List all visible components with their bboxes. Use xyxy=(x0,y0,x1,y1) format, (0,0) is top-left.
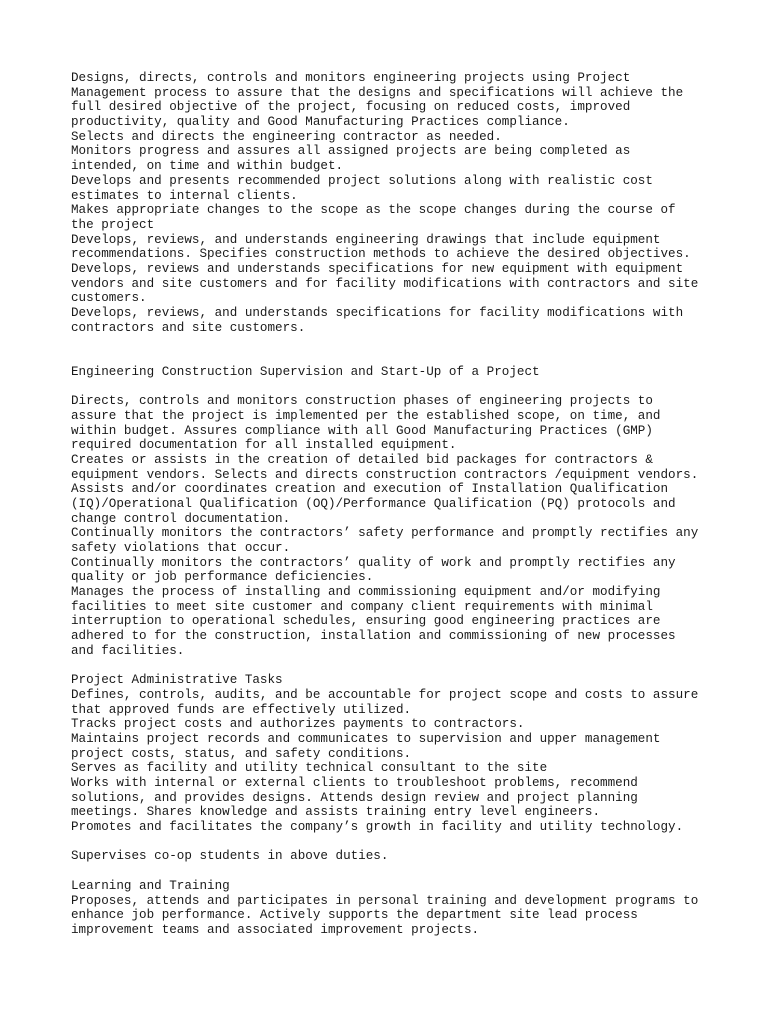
text-line: Defines, controls, audits, and be accountable for project scope and costs to assure xyxy=(71,687,699,702)
text-line: (IQ)/Operational Qualification (OQ)/Performance Qualification (PQ) protocols and xyxy=(71,496,676,511)
text-line: Serves as facility and utility technical consultant to the site xyxy=(71,761,548,776)
text-line: Selects and directs the engineering contractor as needed. xyxy=(71,129,502,144)
construction-supervision-heading-section xyxy=(71,365,751,380)
text-line: Continually monitors the contractors’ quality of work and promptly rectifies any xyxy=(71,555,676,570)
text-line: Creates or assists in the creation of detailed bid packages for contractors & xyxy=(71,452,653,467)
text-line: the project xyxy=(71,217,155,232)
text-line: Designs, directs, controls and monitors engineering projects using Project xyxy=(71,71,631,85)
text-line: Manages the process of installing and commissioning equipment and/or modifying xyxy=(71,585,661,600)
text-line: customers. xyxy=(71,291,147,306)
text-line: quality or job performance deficiencies. xyxy=(71,570,374,585)
construction-supervision-duties-section xyxy=(71,394,751,658)
spacer xyxy=(71,864,751,879)
document-page xyxy=(71,71,751,938)
text-line: project costs, status, and safety conditions. xyxy=(71,746,412,761)
text-line: Supervises co-op students in above duties. xyxy=(71,849,389,864)
text-line: assure that the project is implemented per the established scope, on time, and xyxy=(71,408,661,423)
spacer xyxy=(71,379,751,394)
text-line: Proposes, attends and participates in personal training and development programs to xyxy=(71,893,699,908)
learning-and-training-section xyxy=(71,879,751,938)
text-line: Engineering Construction Supervision and Start-Up of a Project xyxy=(71,364,540,379)
text-line: improvement teams and associated improvement projects. xyxy=(71,922,480,937)
text-line: estimates to internal clients. xyxy=(71,188,298,203)
text-line: required documentation for all installed equipment. xyxy=(71,438,457,453)
text-line: facilities to meet site customer and company client requirements with minimal xyxy=(71,599,653,614)
project-management-duties-section xyxy=(71,71,751,335)
text-line: Makes appropriate changes to the scope as the scope changes during the course of xyxy=(71,203,676,218)
blank-line xyxy=(71,335,751,350)
text-line: Develops, reviews, and understands engineering drawings that include equipment xyxy=(71,232,661,247)
text-line: interruption to operational schedules, ensuring good engineering practices are xyxy=(71,614,661,629)
text-line: that approved funds are effectively utilized. xyxy=(71,702,412,717)
text-line: solutions, and provides designs. Attends design review and project planning xyxy=(71,790,638,805)
text-line: within budget. Assures compliance with all Good Manufacturing Practices (GMP) xyxy=(71,423,653,438)
text-line: Maintains project records and communicates to supervision and upper management xyxy=(71,731,661,746)
text-line: Learning and Training xyxy=(71,878,230,893)
administrative-tasks-section xyxy=(71,673,751,835)
text-line: Continually monitors the contractors’ safety performance and promptly rectifies any xyxy=(71,526,699,541)
blank-line xyxy=(71,835,751,850)
text-line: contractors and site customers. xyxy=(71,320,306,335)
spacer xyxy=(71,335,751,364)
text-line: Develops, reviews and understands specifications for new equipment with equipment xyxy=(71,261,684,276)
text-line: recommendations. Specifies construction methods to achieve the desired objectives. xyxy=(71,247,691,262)
text-line: Develops and presents recommended project solutions along with realistic cost xyxy=(71,173,653,188)
blank-line xyxy=(71,379,751,394)
text-line: vendors and site customers and for facility modifications with contractors and site xyxy=(71,276,699,291)
spacer xyxy=(71,659,751,674)
text-line: change control documentation. xyxy=(71,511,291,526)
text-line: Develops, reviews, and understands specifications for facility modifications with xyxy=(71,306,684,320)
blank-line xyxy=(71,350,751,365)
text-line: Project Administrative Tasks xyxy=(71,673,283,688)
text-line: and facilities. xyxy=(71,643,185,658)
text-line: Assists and/or coordinates creation and execution of Installation Qualification xyxy=(71,482,669,497)
spacer xyxy=(71,835,751,850)
text-line: meetings. Shares knowledge and assists training entry level engineers. xyxy=(71,805,601,820)
text-line: Directs, controls and monitors construction phases of engineering projects to xyxy=(71,394,653,409)
text-line: Works with internal or external clients to troubleshoot problems, recommend xyxy=(71,776,638,790)
text-line: safety violations that occur. xyxy=(71,541,291,555)
text-line: Promotes and facilitates the company’s growth in facility and utility technology. xyxy=(71,820,684,835)
text-line: Tracks project costs and authorizes payments to contractors. xyxy=(71,717,525,732)
co-op-supervision-section xyxy=(71,849,751,864)
text-line: Management process to assure that the designs and specifications will achieve the xyxy=(71,85,684,100)
text-line: Monitors progress and assures all assigned projects are being completed as xyxy=(71,144,631,159)
text-line: adhered to for the construction, installation and commissioning of new processes xyxy=(71,629,676,644)
blank-line xyxy=(71,659,751,674)
text-line: intended, on time and within budget. xyxy=(71,159,344,174)
text-line: enhance job performance. Actively supports the department site lead process xyxy=(71,908,638,923)
text-line: productivity, quality and Good Manufacturing Practices compliance. xyxy=(71,115,570,130)
text-line: equipment vendors. Selects and directs construction contractors /equipment vendors. xyxy=(71,467,699,482)
text-line: full desired objective of the project, focusing on reduced costs, improved xyxy=(71,100,631,115)
blank-line xyxy=(71,864,751,879)
